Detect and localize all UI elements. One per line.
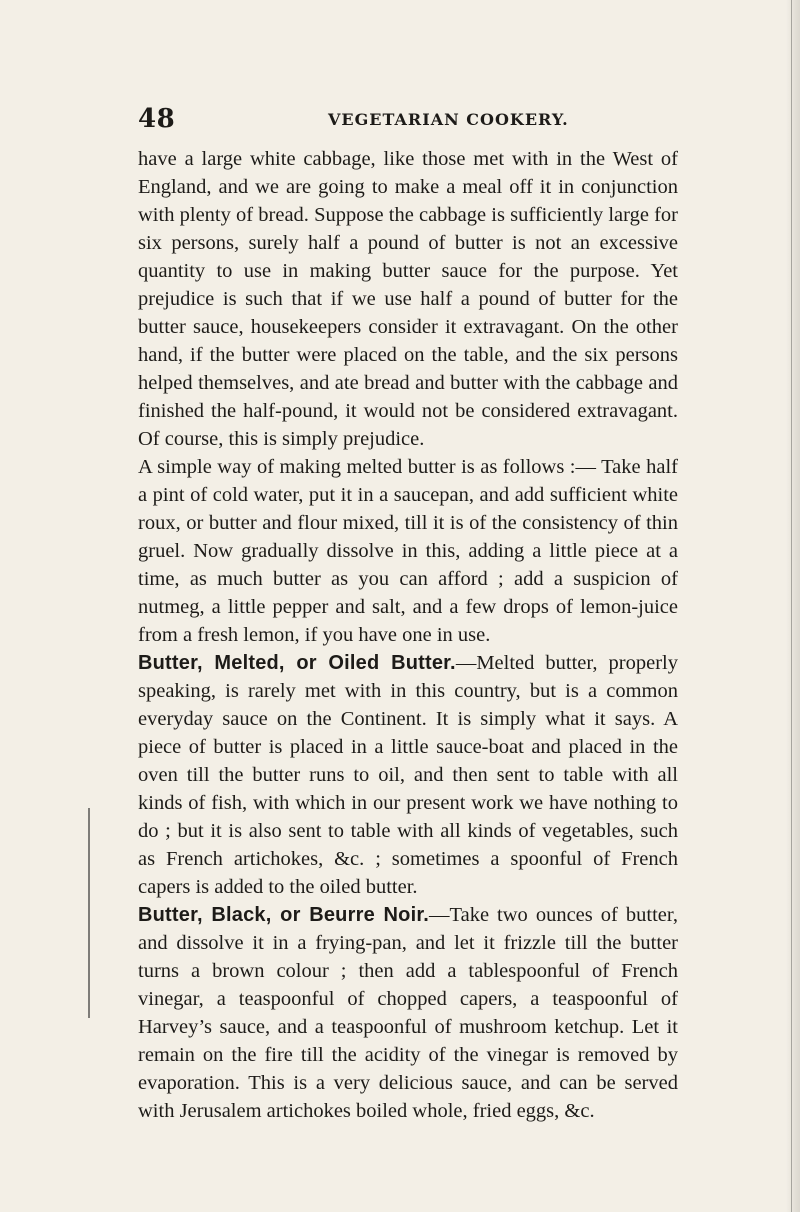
- page-body: [138, 145, 678, 1125]
- running-title: VEGETARIAN COOKERY.: [328, 110, 569, 129]
- entry-text: —Take two ounces of butter, and dissolve it in a frying-pan, and let it frizzle till the butter turns a brown colour ; then add a tablespoonful of French vinegar, a teaspoonful of chopped capers, a teaspoonful of Harvey’s sauce, and a teaspoonful of mushroom ketchup. Let it remain on the fire till the acidity of the vinegar is removed by evaporation. This is a very delicious sauce, and can be served with Jerusalem artichokes boiled whole, fried eggs, &c.: [138, 904, 678, 1122]
- page-edge-shadow: [786, 0, 800, 1212]
- entry-beurre-noir: [138, 901, 678, 1125]
- page-edge-line: [791, 0, 792, 1212]
- entry-heading: Butter, Black, or Beurre Noir.: [138, 904, 429, 926]
- paragraph-melted-butter-method: A simple way of making melted butter is as follows :— Take half a pint of cold water, put it in a saucepan, and add sufficient white roux, or butter and flour mixed, till it is of the consistency of thin gruel. Now gradually dissolve in this, adding a little piece at a time, as much butter as you can afford ; add a suspicion of nutmeg, a little pepper and salt, and a few drops of lemon-juice from a fresh lemon, if you have one in use.: [138, 456, 678, 646]
- entry-heading: Butter, Melted, or Oiled Butter.: [138, 652, 456, 674]
- page-number: 48: [138, 104, 176, 134]
- entry-text: —Melted butter, properly speaking, is rarely met with in this country, but is a common everyday sauce on the Continent. It is simply what it says. A piece of butter is placed in a little sauce-boat and placed in the oven till the butter runs to oil, and then sent to table with all kinds of fish, with which in our present work we have nothing to do ; but it is also sent to table with all kinds of vegetables, such as French artichokes, &c. ; sometimes a spoonful of French capers is added to the oiled butter.: [138, 652, 678, 898]
- page-header: [138, 104, 678, 136]
- margin-mark: [88, 808, 90, 1018]
- entry-oiled-butter: [138, 649, 678, 901]
- paragraph-cabbage-butter: have a large white cabbage, like those met with in the West of England, and we are going to make a meal off it in conjunction with plenty of bread. Suppose the cabbage is sufficiently large for six persons, surely half a pound of butter is not an excessive quantity to use in making butter sauce for the purpose. Yet prejudice is such that if we use half a pound of butter for the butter sauce, housekeepers consider it extravagant. On the other hand, if the butter were placed on the table, and the six persons helped themselves, and ate bread and butter with the cabbage and finished the half-pound, it would not be considered extravagant. Of course, this is simply prejudice.: [138, 148, 678, 450]
